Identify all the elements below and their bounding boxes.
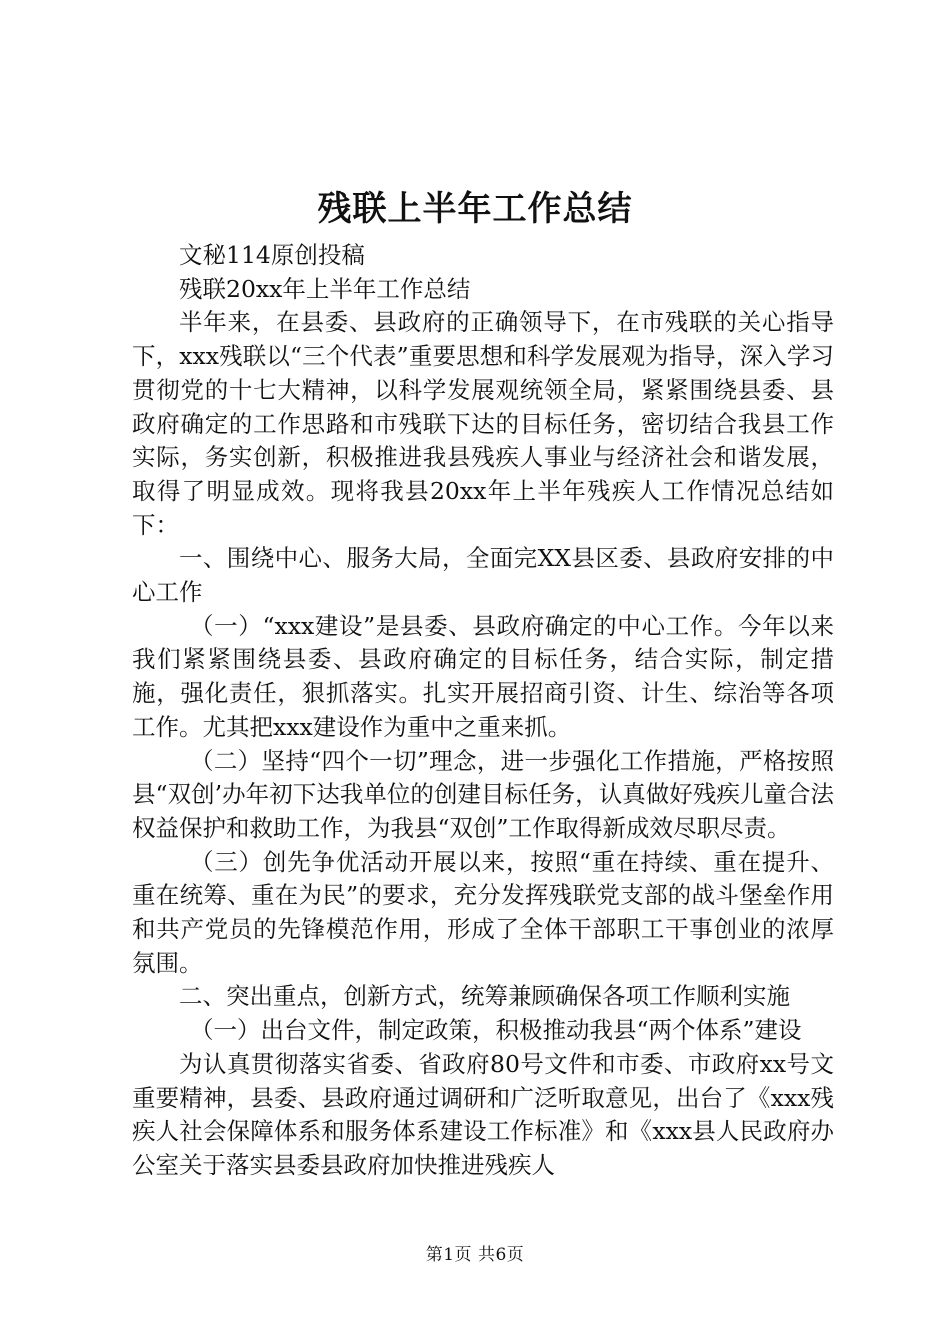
section-heading-2: 二、突出重点，创新方式，统筹兼顾确保各项工作顺利实施 [179,982,790,1011]
paragraph-item-1-3: （三）创先争优活动开展以来，按照“重在持续、重在提升、重在统筹、重在为民”的要求，充分发挥残联党支部的战斗堡垒作用和共产党员的先锋模范作用，形成了全体干部职工干事创业的浓厚氛围。 [132,847,834,977]
paragraph-subtitle: 残联20xx年上半年工作总结 [179,274,471,303]
paragraph-item-1-1: （一）“xxx建设”是县委、县政府确定的中心工作。今年以来我们紧紧围绕县委、县政府确定的目标任务，结合实际，制定措施，强化责任，狠抓落实。扎实开展招商引资、计生、综治等各项工作。尤其把xxx建设作为重中之重来抓。 [132,611,834,741]
paragraph-source-note: 文秘114原创投稿 [179,241,365,269]
subsection-heading-2-1: （一）出台文件，制定政策，积极推动我县“两个体系”建设 [190,1016,802,1045]
document-body [132,239,834,1183]
document-title: 残联上半年工作总结 [317,189,633,229]
section-heading-1: 一、围绕中心、服务大局，全面完XX县区委、县政府安排的中心工作 [132,544,834,607]
paragraph-item-2-1: 为认真贯彻落实省委、省政府80号文件和市委、市政府xx号文重要精神，县委、县政府通过调研和广泛听取意见，出台了《xxx残疾人社会保障体系和服务体系建设工作标准》和《xxx县人民政府办公室关于落实县委县政府加快推进残疾人 [132,1049,834,1179]
page-footer: 第1页 共6页 [425,1245,525,1265]
paragraph-item-1-2: （二）坚持“四个一切”理念，进一步强化工作措施，严格按照县“双创’办年初下达我单位的创建目标任务，认真做好残疾儿童合法权益保护和救助工作，为我县“双创”工作取得新成效尽职尽责。 [132,746,834,842]
paragraph-intro: 半年来，在县委、县政府的正确领导下，在市残联的关心指导下，xxx残联以“三个代表”重要思想和科学发展观为指导，深入学习贯彻党的十七大精神，以科学发展观统领全局，紧紧围绕县委、县政府确定的工作思路和市残联下达的目标任务，密切结合我县工作实际，务实创新，积极推进我县残疾人事业与经济社会和谐发展，取得了明显成效。现将我县20xx年上半年残疾人工作情况总结如下： [132,308,834,539]
